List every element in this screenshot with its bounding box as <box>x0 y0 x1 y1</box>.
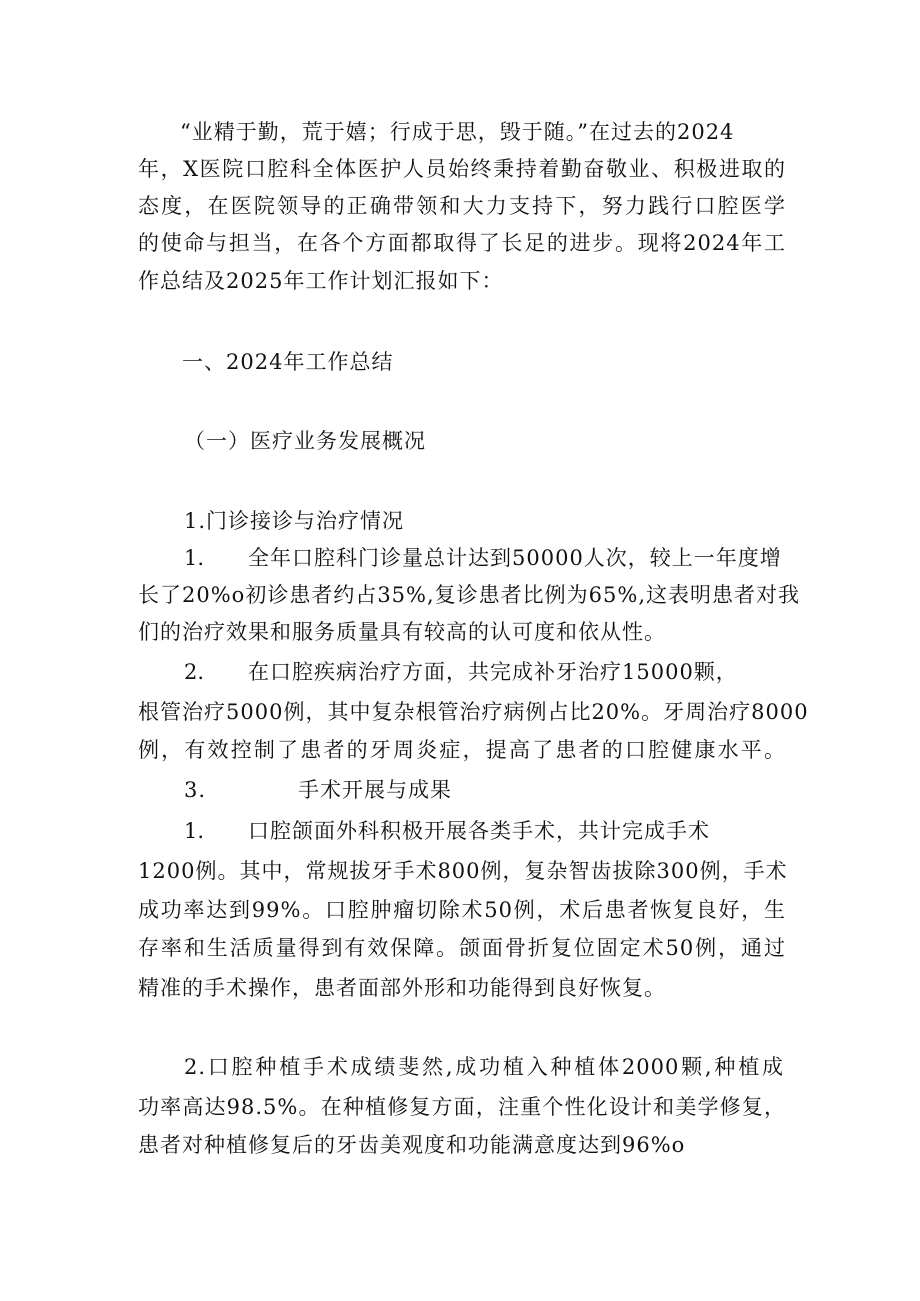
surgery-item1-number: 1. <box>184 819 205 843</box>
section-heading-summary: 一、2024年工作总结 <box>182 350 394 374</box>
outpatient-item2-line-2: 根管治疗5000例，其中复杂根管治疗病例占比20%。牙周治疗8000 <box>138 700 809 724</box>
outpatient-item1-line-1: 全年口腔科门诊量总计达到50000人次，较上一年度增 <box>248 546 782 570</box>
subsection-heading-medical: （一）医疗业务发展概况 <box>184 429 426 453</box>
surgery-item1-line-3: 成功率达到99%。口腔肿瘤切除术50例，术后患者恢复良好，生 <box>138 898 786 922</box>
surgery-item2-line-2: 功率高达98.5%。在种植修复方面，注重个性化设计和美学修复， <box>138 1095 786 1119</box>
outpatient-item1-line-2: 长了20%o初诊患者约占35%,复诊患者比例为65%,这表明患者对我 <box>138 583 801 607</box>
intro-line-3: 态度，在医院领导的正确带领和大力支持下，努力践行口腔医学 <box>138 194 786 218</box>
outpatient-item1-line-3: 们的治疗效果和服务质量具有较高的认可度和依从性。 <box>138 620 666 644</box>
surgery-item2-line-3: 患者对种植修复后的牙齿美观度和功能满意度达到96%o <box>138 1133 686 1157</box>
surgery-item1-line-5: 精准的手术操作，患者面部外形和功能得到良好恢复。 <box>138 976 666 1000</box>
intro-line-1: “业精于勤，荒于嬉；行成于思，毁于随。”在过去的2024 <box>180 120 735 144</box>
outpatient-item2-line-3: 例，有效控制了患者的牙周炎症，提高了患者的口腔健康水平。 <box>138 738 786 762</box>
surgery-item1-line-1: 口腔颌面外科积极开展各类手术，共计完成手术 <box>248 819 710 843</box>
intro-line-4: 的使命与担当，在各个方面都取得了长足的进步。现将2024年工 <box>138 231 786 255</box>
outpatient-item2-number: 2. <box>184 660 205 684</box>
intro-line-2: 年，X医院口腔科全体医护人员始终秉持着勤奋敬业、积极进取的 <box>138 157 786 181</box>
outpatient-heading: 1.门诊接诊与治疗情况 <box>184 509 405 533</box>
outpatient-item1-number: 1. <box>184 546 205 570</box>
surgery-heading: 手术开展与成果 <box>298 778 452 802</box>
intro-line-5: 作总结及2025年工作计划汇报如下： <box>138 269 504 293</box>
surgery-heading-number: 3. <box>184 778 207 802</box>
outpatient-item2-line-1: 在口腔疾病治疗方面，共完成补牙治疗15000颗， <box>248 660 738 684</box>
surgery-item1-line-2: 1200例。其中，常规拔牙手术800例，复杂智齿拔除300例，手术 <box>138 859 788 883</box>
surgery-item1-line-4: 存率和生活质量得到有效保障。颌面骨折复位固定术50例，通过 <box>138 936 786 960</box>
surgery-item2-line-1: 2.口腔种植手术成绩斐然,成功植入种植体2000颗,种植成 <box>184 1055 784 1079</box>
